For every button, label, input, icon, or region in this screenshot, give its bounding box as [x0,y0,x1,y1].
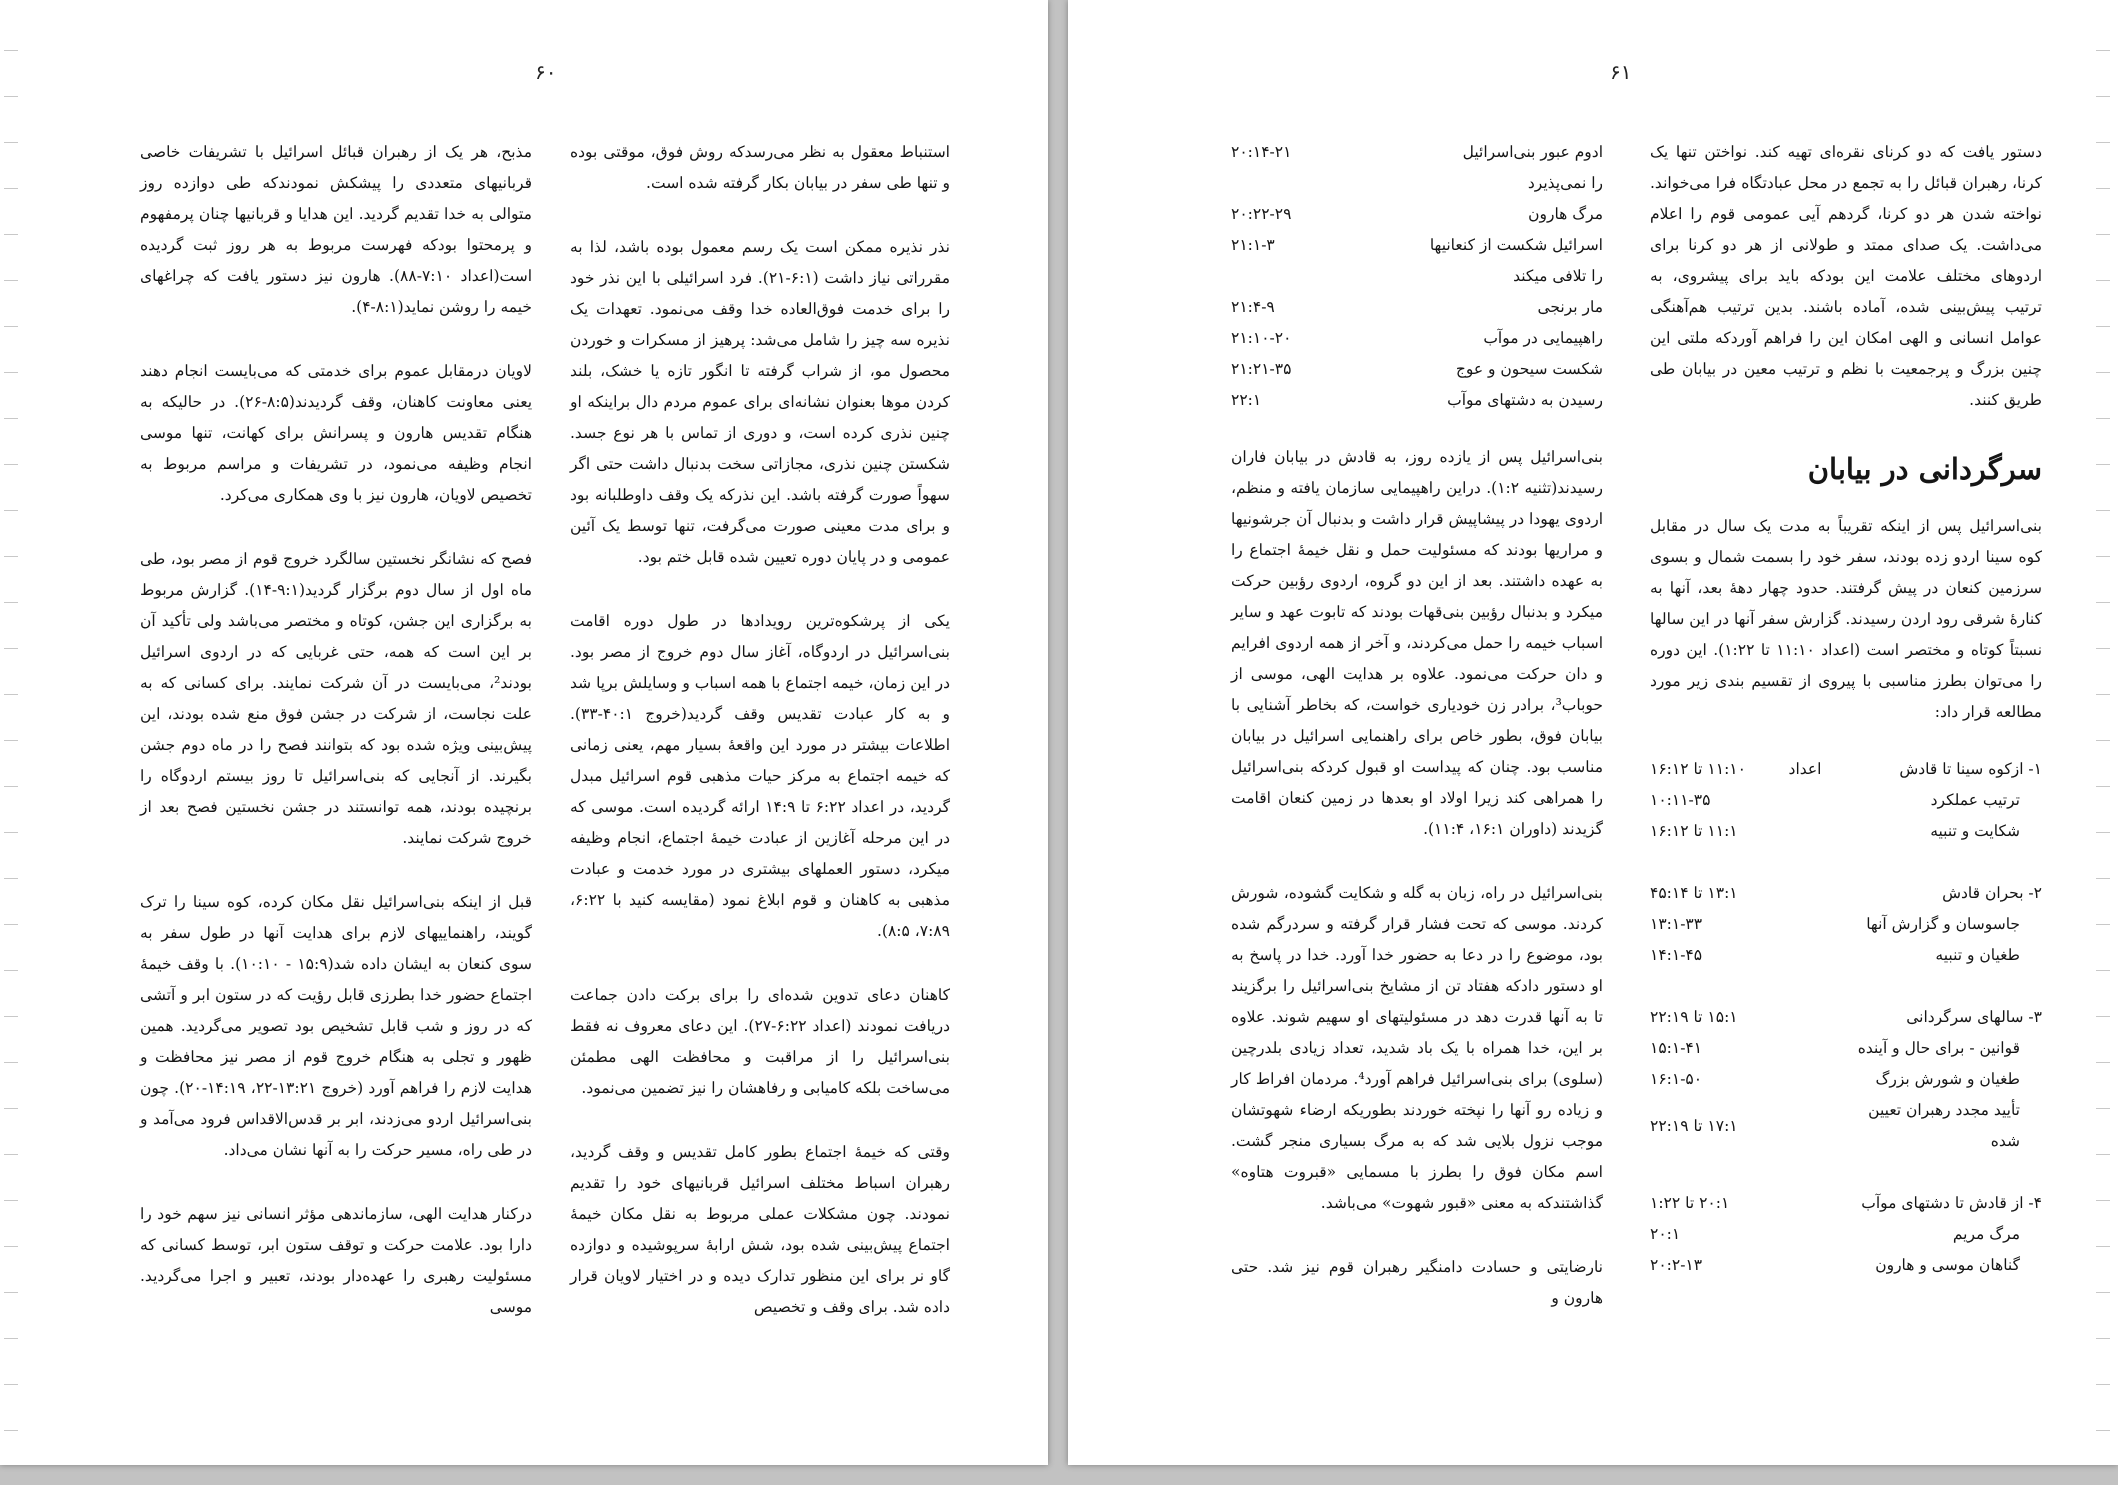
paragraph: وقتی که خیمهٔ اجتماع بطور کامل تقدیس و وقف گردید، رهبران اسباط مختلف اسرائیل قربانیهای خود را تقدیم نمودند. چون مشکلات عملی مربوط به نقل مکان خیمهٔ اجتماع پیش‌بینی شده بود، شش ارابهٔ سرپوشیده و دوازده گاو نر برای این منظور تدارک دیده و در اختیار لاویان قرار داده شد. برای وقف و تخصیص [570,1143,950,1316]
ruler-tick [4,924,18,925]
outline-row [1231,199,1603,230]
ruler-tick [2096,1292,2110,1293]
outline-row [1231,168,1603,199]
outline-label: ادوم عبور بنی‌اسرائیل [1462,143,1603,161]
page-number: ۶۱ [1610,60,1632,84]
outline-label: طغیان و تنبیه [1935,946,2020,964]
ruler-tick [2096,924,2110,925]
outline-row [1650,878,2042,909]
paragraph: یکی از پرشکوه‌ترین رویدادها در طول دوره اقامت بنی‌اسرائیل در اردوگاه، آغاز سال دوم خروج از مصر بود. در این زمان، خیمه اجتماع با همه اسباب و وسایلش برپا شد و به کار عبادت تقدیس وقف گردید(خروج ۴۰:۱-۳۳). اطلاعات بیشتر در مورد این واقعهٔ بسیار مهم، یعنی زمانی که خیمه اجتماع به مرکز حیات مذهبی قوم اسرائیل مبدل گردید، در اعداد ۶:۲۲ تا ۱۴:۹ ارائه گردیده است. موسی که در این مرحله آغازین از عبادت خیمهٔ اجتماع، انجام وظیفه میکرد، دستور العملهای بیشتری در مورد خدمت و عبادت مذهبی به کاهنان و قوم ابلاغ نمود (مقایسه کنید با ۶:۲۲، ۷:۸۹، ۸:۵). [570,612,951,940]
ruler-tick [4,188,18,189]
ruler-tick [2096,142,2110,143]
ruler-tick [2096,740,2110,741]
ruler-tick [4,418,18,419]
outline-label: شکست سیحون و عوج [1455,360,1603,378]
outline-label: جاسوسان و گزارش آنها [1866,915,2020,933]
outline-row [1231,354,1603,385]
outline-label: مرگ هارون [1528,205,1603,223]
outline-row [1650,940,2042,971]
ruler-tick [4,372,18,373]
outline-row [1231,230,1603,261]
outline-spacer [1650,971,2042,1002]
outline-label: رسیدن به دشتهای موآب [1447,391,1603,409]
outline-reference: ۱۳:۱-۳۳ [1650,915,1703,933]
ruler-tick [4,556,18,557]
outline-row [1650,1095,2042,1157]
ruler-tick [4,878,18,879]
outline-reference [1231,261,1351,292]
ruler-tick [2096,1016,2110,1017]
ruler-tick [2096,234,2110,235]
ruler-tick [4,648,18,649]
ruler-tick [2096,878,2110,879]
ruler-tick [2096,326,2110,327]
outline-row [1650,1002,2042,1033]
outline-book [1770,1064,1840,1095]
ruler-tick [4,694,18,695]
outline-reference: ۲۰:۱ تا ۱:۲۲ [1650,1194,1730,1212]
outline-reference: ۲۱:۴-۹ [1231,298,1275,316]
outline-label: ۱- ازکوه سینا تا قادش [1899,760,2042,778]
ruler-tick [4,786,18,787]
outline-label: اسرائیل شکست از کنعانیها [1429,236,1603,254]
ruler-tick [4,464,18,465]
outline-label: گناهان موسی و هارون [1875,1256,2020,1274]
ruler-tick [4,510,18,511]
ruler-tick [2096,188,2110,189]
outline-label [1840,1157,2042,1188]
paragraph: نارضایتی و حسادت دامنگیر رهبران قوم نیز شد. حتی هارون و [1231,1258,1603,1307]
outline-book [1770,1157,1840,1188]
paragraph: قبل از اینکه بنی‌اسرائیل نقل مکان کرده، کوه سینا را ترک گویند، راهنماییهای لازم برای هدایت آنها در طول سفر به سوی کنعان به ایشان داده شد(۱۵:۹ - ۱۰:۱۰). با وقف خیمهٔ اجتماع حضور خدا بطرزی قابل رؤیت که در ستون ابر و آتشی که در روز و شب قابل تشخیص بود تصویر می‌گردید. همین ظهور و تجلی به هنگام خروج قوم از مصر نیز محافظت و هدایت لازم را فراهم آورد (خروج ۱۳:۲۱-۲۲، ۱۴:۱۹-۲۰). چون بنی‌اسرائیل اردو می‌زدند، ابر بر قدس‌الاقداس فرود می‌آمد و در طی راه، مسیر حرکت را به آنها نشان می‌داد. [140,893,533,1159]
text-column-left [1231,137,1603,1347]
outline-book [1770,1095,1840,1157]
outline-continuation-table [1231,137,1603,416]
outline-row [1650,1064,2042,1095]
ruler-tick [4,280,18,281]
left-edge-ruler [4,0,22,1465]
ruler-tick [4,1108,18,1109]
ruler-tick [4,1338,18,1339]
outline-label: راهپیمایی در موآب [1483,329,1603,347]
outline-book [1770,1250,1840,1281]
left-page [0,0,1048,1465]
paragraph: مذبح، هر یک از رهبران قبائل اسرائیل با تشریفات خاصی قربانیهای متعددی را پیشکش نمودندکه طی دوازده روز متوالی به خدا تقدیم گردید. این هدایا و قربانیها چنان پرمفهوم و پرمحتوا بودکه فهرست مربوط به هر روز ثبت گردیده است(اعداد ۷:۱۰-۸۸). هارون نیز دستور یافت که چراغهای خیمه را روشن نماید(۸:۱-۴). [140,143,533,316]
section-heading: سرگردانی در بیابان [1807,452,2042,486]
outline-row [1231,137,1603,168]
outline-reference: ۲۰:۲-۱۳ [1650,1256,1703,1274]
ruler-tick [2096,1154,2110,1155]
ruler-tick [2096,970,2110,971]
outline-label [1840,971,2042,1002]
paragraph: درکنار هدایت الهی، سازماندهی مؤثر انسانی نیز سهم خود را دارا بود. علامت حرکت و توقف ستون ابر، توسط کسانی که مسئولیت رهبری را عهده‌دار بودند، تعبیر و اجرا می‌گردید. موسی [140,1205,532,1316]
outline-reference: ۱۷:۱ تا ۲۲:۱۹ [1650,1116,1738,1135]
ruler-tick [2096,418,2110,419]
text-column-left [140,137,532,1356]
ruler-tick [4,970,18,971]
outline-label [1840,847,2042,878]
outline-row [1650,1250,2042,1281]
outline-reference: ۱۳:۱ تا ۴۵:۱۴ [1650,884,1738,902]
ruler-tick [4,1016,18,1017]
outline-row [1650,1219,2042,1250]
ruler-tick [2096,280,2110,281]
ruler-tick [2096,1430,2110,1431]
outline-label: را تلافی میکند [1513,267,1603,285]
outline-label: تأیید مجدد رهبران تعیین شده [1868,1101,2020,1150]
ruler-tick [2096,1108,2110,1109]
outline-reference: ۲۲:۱ [1231,391,1262,409]
outline-reference: ۲۱:۱۰-۲۰ [1231,329,1292,347]
outline-label: را نمی‌پذیرد [1527,174,1603,192]
outline-reference [1650,971,1770,1002]
ruler-tick [4,96,18,97]
outline-label: شکایت و تنبیه [1930,822,2020,840]
paragraph: دستور یافت که دو کرنای نقره‌ای تهیه کند. نواختن تنها یک کرنا، رهبران قبائل را به تجمع در محل عبادتگاه فرا می‌خواند. نواخته شدن هر دو کرنا، گردهم آیی عمومی قوم را اعلام می‌داشت. یک صدای ممتد و طولانی از هر دو کرنا برای اردوهای مختلف علامت این بودکه باید برای پیشروی، به ترتیب پیش‌بینی شده، آماده باشند. بدین ترتیب هم‌آهنگی عوامل انسانی و الهی امکان این را فراهم آوردکه ملتی این چنین بزرگ و پرجمعیت با نظم و ترتیب معین در بیابان طی طریق کنند. [1650,143,2042,409]
outline-label: ترتیب عملکرد [1930,791,2020,809]
ruler-tick [2096,372,2110,373]
outline-row [1231,385,1603,416]
outline-label: ۲- بحران قادش [1942,884,2042,902]
outline-book [1770,878,1840,909]
outline-row [1650,816,2042,847]
ruler-tick [2096,1246,2110,1247]
ruler-tick [2096,694,2110,695]
right-edge-ruler [2096,0,2114,1465]
outline-reference: ۲۱:۱-۳ [1231,236,1275,254]
outline-book [1770,816,1840,847]
ruler-tick [4,602,18,603]
outline-book [1770,1033,1840,1064]
outline-reference: ۲۰:۱ [1650,1225,1681,1243]
outline-reference: ۱۱:۱ تا ۱۶:۱۲ [1650,822,1738,840]
outline-reference: ۲۰:۱۴-۲۱ [1231,143,1292,161]
outline-book [1770,971,1840,1002]
outline-label: قوانین - برای حال و آینده [1857,1039,2020,1057]
outline-row [1231,261,1603,292]
outline-table [1650,754,2042,1281]
ruler-tick [4,832,18,833]
paragraph: نذر نذیره ممکن است یک رسم معمول بوده باشد، لذا به مقرراتی نیاز داشت (۶:۱-۲۱). فرد اسرائیلی با این نذر خود را برای خدمت فوق‌العاده خدا وقف می‌نمود. تعهدات یک نذیره سه چیز را شامل می‌شد: پرهیز از مسکرات و خوردن محصول مو، از شراب گرفته تا انگور تازه یا خشک، بلند کردن موها بعنوان نشانه‌ای برای عموم مردم دال براینکه او چنین نذری کرده است، و دوری از تماس با هر نوع جسد. شکستن چنین نذری، مجازاتی سخت بدنبال داشت حتی اگر سهواً صورت گرفته باشد. این نذرکه یک وقف داوطلبانه بود و برای مدت معینی صورت می‌گرفت، تنها توسط یک آئین عمومی و در پایان دوره تعیین شده قابل ختم بود. [570,238,950,566]
ruler-tick [2096,96,2110,97]
outline-reference: ۱۵:۱ تا ۲۲:۱۹ [1650,1008,1738,1026]
ruler-tick [2096,1062,2110,1063]
ruler-tick [4,1430,18,1431]
paragraph: بنی‌اسرائیل در راه، زبان به گله و شکایت گشوده، شورش کردند. موسی که تحت فشار قرار گرفته و سردرگم شده بود، موضوع را در دعا به حضور خدا آورد. خدا در پاسخ به او دستور دادکه هفتاد تن از مشایخ بنی‌اسرائیل را برگزیند تا به آنها قدرت دهد در مسئولیتهای او سهیم شوند. علاوه بر این، خدا همراه با یک باد شدید، تعداد زیادی بلدرچین (سلوی) برای بنی‌اسرائیل فراهم آورد⁴. مردمان افراط کار و زیاده رو آنها را نپخته خوردند بطوریکه ارضاء شهوتشان موجب نزول بلایی شد که به مرگ بسیاری منجر گشت. اسم مکان فوق را بطرز با مسمایی «قبروت هتاوه» گذاشتندکه به معنی «قبور شهوت» می‌باشد. [1231,884,1603,1212]
outline-row [1650,785,2042,816]
outline-reference [1650,847,1770,878]
ruler-tick [2096,510,2110,511]
outline-book [1770,1219,1840,1250]
outline-row [1650,1033,2042,1064]
ruler-tick [4,1246,18,1247]
ruler-tick [4,50,18,51]
ruler-tick [2096,464,2110,465]
paragraph: بنی‌اسرائیل پس از اینکه تقریباً به مدت یک سال در مقابل کوه سینا اردو زده بودند، سفر خود را بسمت شمال و بسوی سرزمین کنعان در پیش گرفتند. حدود چهار دههٔ بعد، آنها به کنارهٔ شرقی رود اردن رسیدند. گزارش سفر آنها در این سالها نسبتاً کوتاه و مختصر است (اعداد ۱۱:۱۰ تا ۱:۲۲). این دوره را می‌توان بطرز مناسبی با پیروی از تقسیم بندی زیر مورد مطالعه قرار داد: [1650,517,2043,721]
ruler-tick [2096,602,2110,603]
paragraph: استنباط معقول به نظر می‌رسدکه روش فوق، موقتی بوده و تنها طی سفر در بیابان بکار گرفته شده است. [570,143,950,192]
outline-reference: ۲۱:۲۱-۳۵ [1231,360,1292,378]
ruler-tick [4,326,18,327]
ruler-tick [2096,786,2110,787]
ruler-tick [4,142,18,143]
outline-row [1650,1188,2042,1219]
right-page [1068,0,2118,1465]
outline-reference [1650,1157,1770,1188]
outline-spacer [1650,847,2042,878]
ruler-tick [2096,556,2110,557]
ruler-tick [2096,832,2110,833]
paragraph: بنی‌اسرائیل پس از یازده روز، به قادش در بیابان فاران رسیدند(تثنیه ۱:۲). دراین راهپیمایی سازمان یافته و منظم، اردوی یهودا در پیشاپیش قرار داشت و بدنبال آن جرشونیها و مراریها بودند که مسئولیت حمل و نقل خیمهٔ اجتماع را به عهده داشتند. بعد از این دو گروه، اردوی رؤبین حرکت میکرد و بدنبال رؤبین بنی‌قهات بودند که تابوت عهد و سایر اسباب خیمه را حمل می‌کردند، و آخر از همه اردوی افرایم و دان حرکت می‌نمود. علاوه بر هدایت الهی، موسی از حوباب³، برادر زن خودیاری خواست، که بخاطر آشنایی با بیابان فوق، بطور خاص برای راهنمایی اسرائیل در بیابان مناسب بود. چنان که پیداست او قبول کردکه بنی‌اسرائیل را همراهی کند زیرا اولاد او بعدها در زمین کنعان اقامت گزیدند (داوران ۱۶:۱، ۱۱:۴). [1231,448,1603,838]
outline-reference: ۱۴:۱-۴۵ [1650,946,1703,964]
ruler-tick [2096,1384,2110,1385]
outline-spacer [1650,1157,2042,1188]
ruler-tick [4,1292,18,1293]
ruler-tick [4,1154,18,1155]
outline-book [1770,1188,1840,1219]
ruler-tick [4,234,18,235]
ruler-tick [2096,1338,2110,1339]
text-column-right [570,137,950,1356]
outline-label: ۳- سالهای سرگردانی [1906,1008,2042,1026]
text-column-right [1650,137,2042,1303]
paragraph: فصح که نشانگر نخستین سالگرد خروج قوم از مصر بود، طی ماه اول از سال دوم برگزار گردید(۹:۱-۱۴). گزارش مربوط به برگزاری این جشن، کوتاه و مختصر می‌باشد ولی تأکید آن بر این است که همه، حتی غربایی که در اردوی اسرائیل بودند²، می‌بایست در آن شرکت نمایند. برای کسانی که به علت نجاست، از شرکت در جشن فوق منع شده بودند، این پیش‌بینی ویژه شده بود که بتوانند فصح را در ماه دوم جشن بگیرند. از آنجایی که بنی‌اسرائیل تا روز بیستم اردوگاه را برنچیده بودند، همه توانستند در جشن نخستین فصح بعد از خروج شرکت نمایند. [140,550,532,847]
paragraph: کاهنان دعای تدوین شده‌ای را برای برکت دادن جماعت دریافت نمودند (اعداد ۶:۲۲-۲۷). این دعای معروف نه فقط بنی‌اسرائیل را از مراقبت و محافظت الهی مطمئن می‌ساخت بلکه کامیابی و رفاهشان را نیز تضمین می‌نمود. [570,986,950,1097]
outline-book [1770,847,1840,878]
outline-book [1770,785,1840,816]
outline-book [1770,909,1840,940]
ruler-tick [2096,50,2110,51]
outline-label: مار برنجی [1537,298,1603,316]
ruler-tick [2096,1200,2110,1201]
outline-reference: ۱۶:۱-۵۰ [1650,1070,1703,1088]
outline-reference: ۱۵:۱-۴۱ [1650,1039,1703,1057]
outline-row [1231,323,1603,354]
ruler-tick [4,1200,18,1201]
outline-reference [1231,168,1351,199]
outline-book [1770,1002,1840,1033]
outline-label: طغیان و شورش بزرگ [1875,1070,2020,1088]
outline-book: اعداد [1788,760,1822,778]
ruler-tick [4,1062,18,1063]
ruler-tick [2096,648,2110,649]
outline-reference: ۲۰:۲۲-۲۹ [1231,205,1292,223]
outline-row [1650,909,2042,940]
page-number: ۶۰ [535,60,557,84]
outline-label: ۴- از قادش تا دشتهای موآب [1861,1194,2042,1212]
outline-reference: ۱۱:۱۰ تا ۱۶:۱۲ [1650,760,1746,778]
outline-label: مرگ مریم [1952,1225,2020,1243]
outline-book [1770,940,1840,971]
paragraph: لاویان درمقابل عموم برای خدمتی که می‌بایست انجام دهند یعنی معاونت کاهنان، وقف گردیدند(۸:۵-۲۶). در حالیکه به هنگام تقدیس هارون و پسرانش برای کهانت، تنها موسی انجام وظیفه می‌نمود، در تشریفات و مراسم مربوط به تخصیص لاویان، هارون نیز با وی همکاری می‌کرد. [140,362,533,504]
outline-row [1231,292,1603,323]
outline-reference: ۱۰:۱۱-۳۵ [1650,791,1711,809]
ruler-tick [4,1384,18,1385]
ruler-tick [4,740,18,741]
outline-row [1650,754,2042,785]
